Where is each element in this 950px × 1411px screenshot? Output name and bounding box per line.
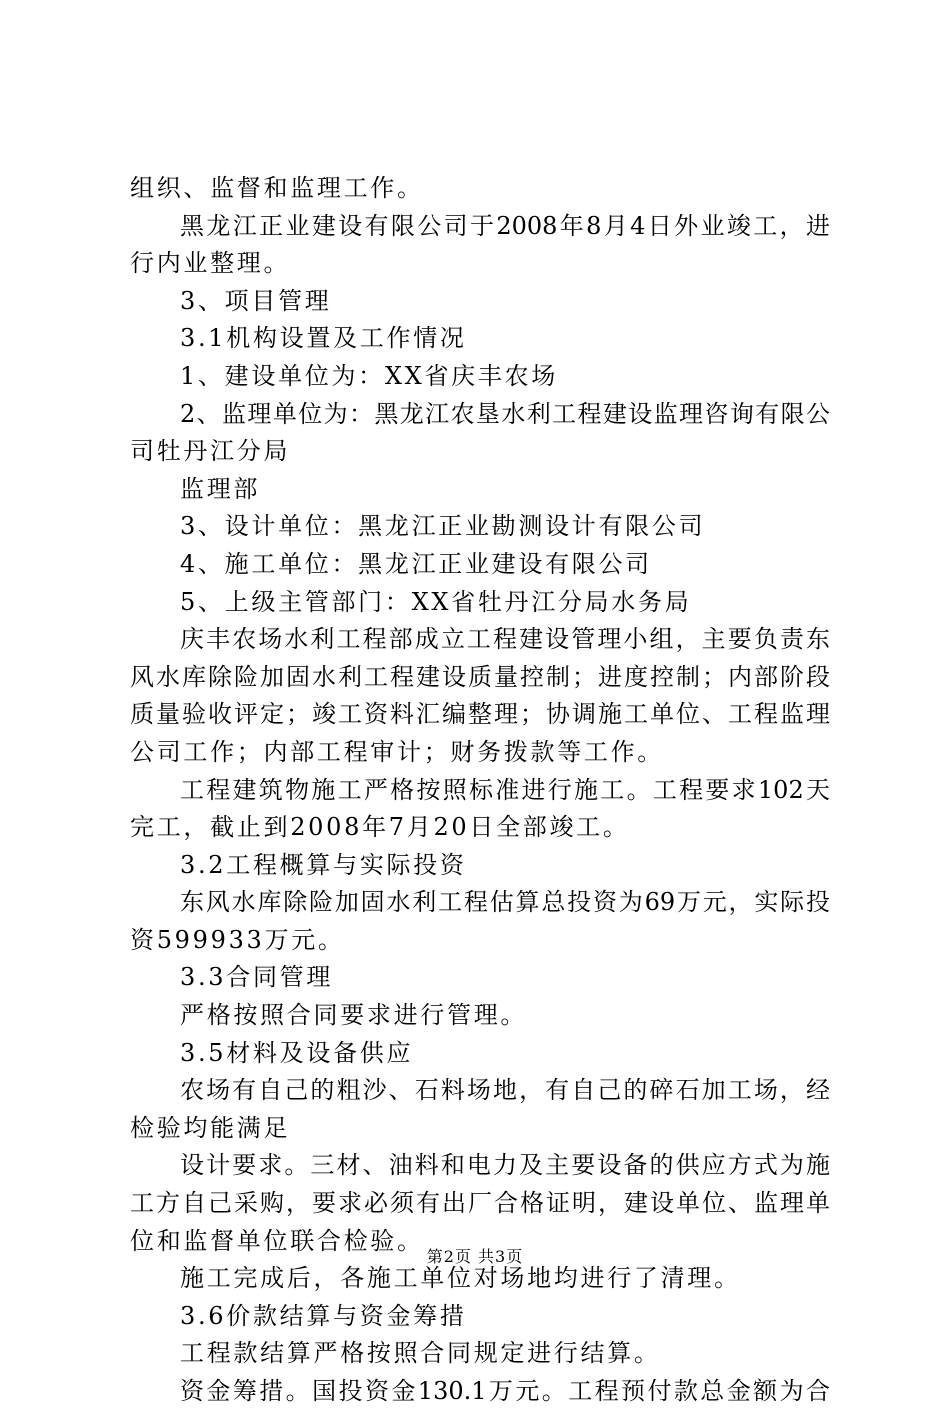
text-line: 4、施工单位：黑龙江正业建设有限公司	[180, 549, 652, 578]
text-line: 司牡丹江分局	[130, 437, 291, 466]
section-heading: 3.2工程概算与实际投资	[180, 850, 467, 879]
text-line: 质量验收评定；竣工资料汇编整理；协调施工单位、工程监理	[130, 700, 830, 729]
text-line: 5、上级主管部门：XX省牡丹江分局水务局	[180, 587, 692, 616]
text-line: 农场有自己的粗沙、石料场地，有自己的碎石加工场，经	[180, 1076, 830, 1105]
text-line: 公司工作；内部工程审计；财务拨款等工作。	[130, 737, 664, 766]
text-line: 行内业整理。	[130, 249, 291, 278]
text-line: 2、监理单位为：黑龙江农垦水利工程建设监理咨询有限公	[180, 399, 830, 428]
section-heading: 3.5材料及设备供应	[180, 1038, 414, 1067]
text-line: 风水库除险加固水利工程建设质量控制；进度控制；内部阶段	[130, 662, 830, 691]
text-line: 完工，截止到2008年7月20日全部竣工。	[130, 813, 630, 842]
text-line: 严格按照合同要求进行管理。	[180, 1001, 528, 1030]
text-line: 位和监督单位联合检验。	[130, 1226, 424, 1255]
text-line: 施工完成后，各施工单位对场地均进行了清理。	[180, 1264, 741, 1293]
text-line: 设计要求。三材、油料和电力及主要设备的供应方式为施	[180, 1151, 830, 1180]
body-text	[130, 170, 830, 1411]
text-line: 黑龙江正业建设有限公司于2008年8月4日外业竣工，进	[180, 211, 830, 240]
text-line: 检验均能满足	[130, 1113, 291, 1142]
text-line: 工方自己采购，要求必须有出厂合格证明，建设单位、监理单	[130, 1189, 830, 1218]
text-line: 资599933万元。	[130, 925, 345, 954]
section-heading: 3、项目管理	[180, 286, 332, 315]
text-line: 1、建设单位为：XX省庆丰农场	[180, 361, 558, 390]
section-heading: 3.6价款结算与资金筹措	[180, 1301, 467, 1330]
text-line: 组织、监督和监理工作。	[130, 174, 424, 202]
section-heading: 3.1机构设置及工作情况	[180, 324, 467, 353]
section-heading: 3.3合同管理	[180, 963, 334, 992]
text-line: 庆丰农场水利工程部成立工程建设管理小组，主要负责东	[180, 625, 830, 654]
text-line: 监理部	[180, 474, 261, 503]
text-line: 资金筹措。国投资金130.1万元。工程预付款总金额为合	[180, 1377, 830, 1405]
text-line: 工程款结算严格按照合同规定进行结算。	[180, 1339, 661, 1368]
text-line: 3、设计单位：黑龙江正业勘测设计有限公司	[180, 512, 706, 541]
text-line: 东风水库除险加固水利工程估算总投资为69万元，实际投	[180, 888, 830, 917]
text-line: 工程建筑物施工严格按照标准进行施工。工程要求102天	[180, 775, 830, 804]
page-footer: 第2页 共3页	[426, 1247, 524, 1266]
